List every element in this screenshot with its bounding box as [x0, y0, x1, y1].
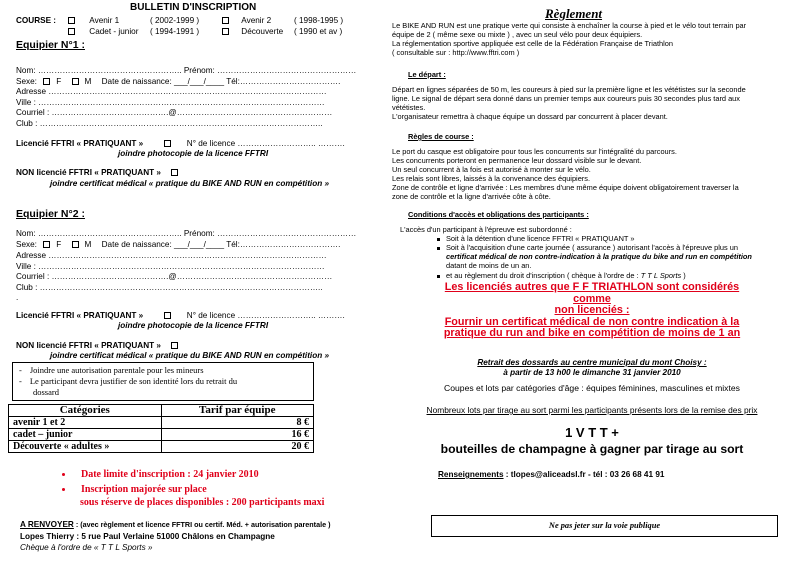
- renseignements-label: Renseignements: [438, 470, 504, 479]
- footer-box: [431, 515, 778, 537]
- tarif-table: [8, 404, 314, 453]
- renvoyer-label: A RENVOYER: [20, 520, 74, 529]
- reglement-title: Règlement: [545, 6, 603, 21]
- depart-title: Le départ :: [408, 70, 446, 79]
- bullet-icon: [437, 247, 440, 250]
- course-option-years: ( 1994-1991 ): [150, 27, 200, 36]
- team1-sexe-row: [16, 77, 340, 87]
- table-cell: avenir 1 et 2: [9, 417, 162, 429]
- condition-item-cont: datant de moins de un an.: [446, 261, 532, 270]
- team2-courriel-field[interactable]: Courriel : …………………………………….@…………………………………………………: [16, 272, 333, 281]
- sexe-label: Sexe:: [16, 77, 37, 86]
- team2-ville-field[interactable]: Ville : ……………………………………………………………………………………………: [16, 262, 325, 271]
- table-cell: Découverte « adultes »: [9, 441, 162, 453]
- reglement-intro: [392, 21, 746, 57]
- retrait-title: Retrait des dossards au centre municipal du mont Choisy :: [477, 358, 707, 367]
- course-label: COURSE :: [16, 16, 57, 25]
- renvoyer-note: : (avec règlement et licence FFTRI ou certif. Méd. + autorisation parentale ): [73, 520, 331, 529]
- minors-notice-box: [12, 362, 314, 401]
- sexe-f: F: [56, 240, 62, 249]
- team1-nom-field[interactable]: Nom: …………………………………………….. Prénom: ……………………………………………: [16, 66, 357, 75]
- condition-item: et au règlement du droit d'inscription ( chèque à l'ordre de : T T L Sports ): [437, 271, 686, 280]
- paragraph-line: ligne. Le signal de départ sera donné dans un premier temps aux coureurs puis 30 secondes plus tard aux: [392, 94, 740, 103]
- checkbox-icon[interactable]: [72, 78, 79, 85]
- non-licencie-label: NON licencié FFTRI « PRATIQUANT »: [16, 341, 161, 350]
- sexe-m: M: [84, 240, 92, 249]
- checkbox-icon[interactable]: [171, 342, 178, 349]
- course-option-years: ( 1990 et av ): [294, 27, 343, 36]
- paragraph-line: Le BIKE AND RUN est une pratique verte qui consiste à enchaîner la course à pied et le vélo tout terrain par: [392, 21, 747, 30]
- paragraph-line: Zone de contrôle et ligne d'arrivée : Les membres d'une même équipe doivent obligatoirement traverser la: [392, 183, 739, 192]
- regles-text: [392, 147, 739, 201]
- notice-line: non licenciés :: [554, 304, 630, 316]
- deadline-item: Date limite d'inscription : 24 janvier 2010: [62, 469, 259, 480]
- course-option-avenir1[interactable]: [68, 16, 200, 26]
- team1-photo-note: joindre photocopie de la licence FFTRI: [118, 149, 269, 158]
- bullet-icon: [437, 275, 440, 278]
- course-option-label: Découverte: [241, 27, 284, 36]
- paragraph-line: Les relais sont libres, laissés à la convenance des équipiers.: [392, 174, 591, 183]
- team2-adresse-field[interactable]: Adresse …………………………………………………………………………………………: [16, 251, 327, 260]
- licence-number-field[interactable]: N° de licence ……………………….. ……….: [186, 139, 345, 148]
- bullet-icon: [62, 473, 65, 476]
- team2-sexe-row: [16, 240, 340, 250]
- licence-number-field[interactable]: N° de licence ……………………….. ……….: [186, 311, 345, 320]
- checkbox-icon[interactable]: [164, 140, 171, 147]
- paragraph-line: ( consultable sur : http://www.fftri.com ): [392, 48, 520, 57]
- sexe-f: F: [56, 77, 62, 86]
- licencie-label: Licencié FFTRI « PRATIQUANT »: [16, 311, 144, 320]
- paragraph-line: Un seul concurrent à la fois est autorisé à monter sur le vélo.: [392, 165, 591, 174]
- course-option-label: Avenir 2: [241, 16, 272, 25]
- paragraph-line: Les concurrents porteront en permanence leur dossard visible sur le devant.: [392, 156, 642, 165]
- sexe-m: M: [84, 77, 92, 86]
- team1-licencie-row: [16, 139, 345, 149]
- licencie-label: Licencié FFTRI « PRATIQUANT »: [16, 139, 144, 148]
- footer-note: Ne pas jeter sur la voie publique: [548, 521, 661, 530]
- bullet-icon: [437, 238, 440, 241]
- checkbox-icon[interactable]: [43, 241, 50, 248]
- vtt-prize: 1 V T T +: [565, 425, 619, 440]
- non-licencie-label: NON licencié FFTRI « PRATIQUANT »: [16, 168, 161, 177]
- form-title: BULLETIN D'INSCRIPTION: [130, 2, 257, 13]
- paragraph-line: vététistes.: [392, 103, 426, 112]
- condition-item-cert: certificat médical de non contre-indication à la pratique du bike and run en compétition: [446, 252, 752, 261]
- sexe-label: Sexe:: [16, 240, 37, 249]
- course-option-avenir2[interactable]: [222, 16, 344, 26]
- paragraph-line: Le port du casque est obligatoire pour tous les concurrents sur l'intégralité du parcours.: [392, 147, 677, 156]
- team1-dob-field[interactable]: Date de naissance: ___/___/____ Tél:……………………………….: [101, 77, 341, 86]
- checkbox-icon[interactable]: [222, 28, 229, 35]
- table-row: [9, 441, 314, 453]
- team2-club-field[interactable]: Club : …………………………………………………………………………………………..: [16, 283, 323, 292]
- checkbox-icon[interactable]: [72, 241, 79, 248]
- paragraph-line: zone de contrôle et la ligne d'arrivée côte à côte.: [392, 192, 551, 201]
- team1-heading: Equipier N°1 :: [16, 39, 85, 51]
- checkbox-icon[interactable]: [171, 169, 178, 176]
- table-cell: 20 €: [161, 441, 314, 453]
- team1-club-field[interactable]: Club : …………………………………………………………………………………………..: [16, 119, 323, 128]
- conditions-intro: L'accès d'un participant à l'épreuve est subordonné :: [400, 225, 572, 234]
- table-cell: 8 €: [161, 417, 314, 429]
- champagne-prize: bouteilles de champagne à gagner par tirage au sort: [440, 442, 744, 456]
- course-option-years: ( 1998-1995 ): [294, 16, 344, 25]
- course-option-years: ( 2002-1999 ): [150, 16, 200, 25]
- tarif-table-wrap: [8, 404, 314, 453]
- paragraph-line: Départ en lignes séparées de 50 m, les coureurs à pied sur la première ligne et les vététistes sur la seconde: [392, 85, 746, 94]
- deadline-item: Inscription majorée sur place: [62, 484, 207, 495]
- table-header: Catégories: [9, 405, 162, 417]
- renvoyer-cheque: Chèque à l'ordre de « T T L Sports »: [20, 543, 153, 552]
- minors-item: - Le participant devra justifier de son identité lors du retrait du: [19, 376, 238, 386]
- condition-item: Soit à la détention d'une licence FFTRI « PRATIQUANT »: [437, 234, 634, 243]
- team1-ville-field[interactable]: Ville : ……………………………………………………………………………………………: [16, 98, 325, 107]
- table-row: [9, 417, 314, 429]
- checkbox-icon[interactable]: [164, 312, 171, 319]
- checkbox-icon[interactable]: [222, 17, 229, 24]
- renvoyer-row: [20, 520, 330, 530]
- table-cell: cadet – junior: [9, 429, 162, 441]
- team2-non-licencie-row: [16, 341, 180, 351]
- team2-heading: Equipier N°2 :: [16, 208, 85, 220]
- checkbox-icon[interactable]: [68, 28, 75, 35]
- checkbox-icon[interactable]: [68, 17, 75, 24]
- coupes-text: Coupes et lots par catégories d'âge : équipes féminines, masculines et mixtes: [444, 383, 740, 393]
- regles-title: Règles de course :: [408, 132, 474, 141]
- notice-line: Fournir un certificat médical de non contre indication à la: [444, 315, 740, 328]
- table-header-row: [9, 405, 314, 417]
- minors-item: dossard: [33, 387, 59, 397]
- red-notice: [392, 282, 792, 340]
- notice-line: pratique du run and bike en compétition de moins de 1 an: [443, 327, 741, 339]
- conditions-title: Conditions d'accès et obligations des participants :: [408, 210, 589, 219]
- depart-text: [392, 85, 746, 121]
- stray-dot: .: [16, 293, 19, 302]
- course-option-decouverte[interactable]: [222, 27, 343, 37]
- renvoyer-address: Lopes Thierry : 5 rue Paul Verlaine 51000 Châlons en Champagne: [20, 532, 275, 541]
- team1-non-licencie-row: [16, 168, 180, 178]
- team2-photo-note: joindre photocopie de la licence FFTRI: [118, 321, 269, 330]
- course-option-cadet[interactable]: [68, 27, 200, 37]
- notice-line: Les licenciés autres que F F TRIATHLON sont considérés: [444, 281, 740, 293]
- course-option-label: Cadet - junior: [89, 27, 139, 36]
- paragraph-line: équipe de 2 ( même sexe ou mixte ) , avec un seul vélo pour deux équipiers.: [392, 30, 643, 39]
- team2-dob-field[interactable]: Date de naissance: ___/___/____ Tél:……………………………….: [101, 240, 341, 249]
- condition-item: Soit à l'acquisition d'une carte journée ( assurance ) autorisant l'accès à l'épreuve plus un: [437, 243, 738, 252]
- course-option-label: Avenir 1: [89, 16, 120, 25]
- deadline-item: sous réserve de places disponibles : 200 participants maxi: [80, 497, 325, 508]
- team1-cert-note: joindre certificat médical « pratique du BIKE AND RUN en compétition »: [50, 179, 330, 188]
- team1-adresse-field[interactable]: Adresse …………………………………………………………………………………………: [16, 87, 327, 96]
- checkbox-icon[interactable]: [43, 78, 50, 85]
- table-row: [9, 429, 314, 441]
- paragraph-line: La réglementation sportive appliquée est celle de la Fédération Française de Triathlon: [392, 39, 674, 48]
- team1-courriel-field[interactable]: Courriel : …………………………………….@…………………………………………………: [16, 108, 333, 117]
- team2-cert-note: joindre certificat médical « pratique du BIKE AND RUN en compétition »: [50, 351, 330, 360]
- paragraph-line: L'organisateur remettra à chaque équipe un dossard par concurrent à placer devant.: [392, 112, 668, 121]
- nombreux-lots: Nombreux lots par tirage au sort parmi les participants présents lors de la remise des prix: [426, 405, 758, 415]
- retrait-date: à partir de 13 h00 le dimanche 31 janvier 2010: [503, 368, 681, 377]
- bullet-icon: [62, 488, 65, 491]
- team2-nom-field[interactable]: Nom: …………………………………………….. Prénom: ……………………………………………: [16, 229, 357, 238]
- team2-licencie-row: [16, 311, 345, 321]
- table-cell: 16 €: [161, 429, 314, 441]
- notice-line: comme: [573, 292, 611, 305]
- renseignements-value[interactable]: : tlopes@aliceadsl.fr - tél : 03 26 68 41 91: [503, 470, 665, 479]
- minors-item: - Joindre une autorisation parentale pour les mineurs: [19, 365, 204, 375]
- renseignements-row: [438, 470, 664, 480]
- table-header: Tarif par équipe: [161, 405, 314, 417]
